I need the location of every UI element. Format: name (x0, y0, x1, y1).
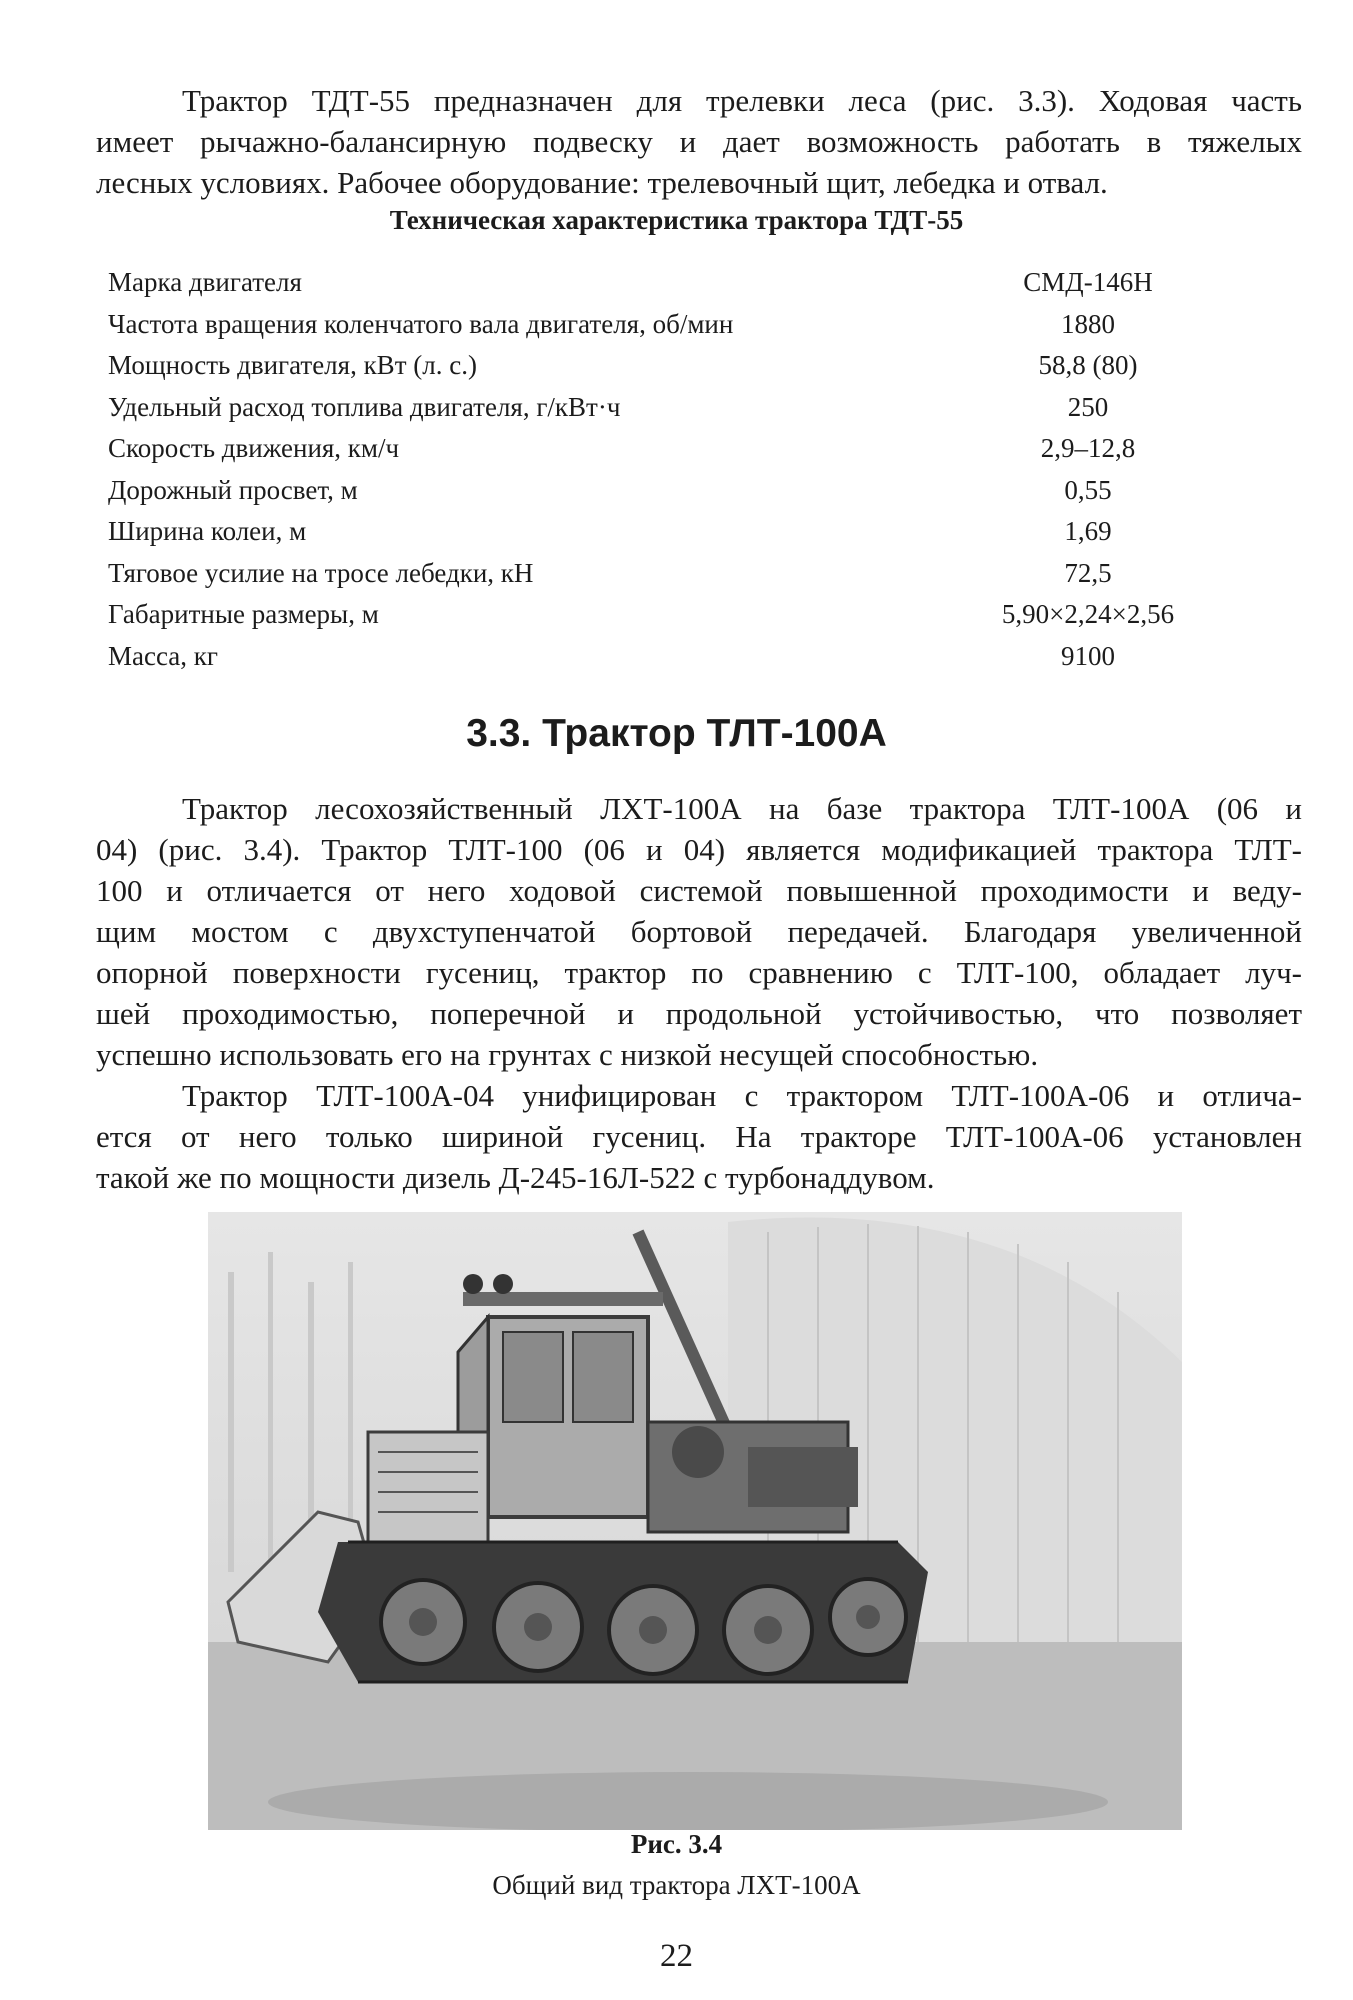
spec-label: Дорожный просвет, м (108, 474, 358, 505)
spec-value: 250 (1067, 391, 1109, 422)
spec-label: Скорость движения, км/ч (108, 433, 400, 463)
text-line: Трактор ТДТ-55 предназначен для трелевки леса (рис. 3.3). Ходовая часть (182, 83, 1302, 118)
text-line: успешно использовать его на грунтах с низкой несущей способностью. (96, 1037, 1039, 1072)
spec-row (108, 387, 1218, 429)
spec-value: 0,55 (1064, 474, 1112, 505)
text-line: щим мостом с двухступенчатой бортовой передачей. Благодаря увеличенной (96, 914, 1302, 949)
spec-label: Тяговое усилие на тросе лебедки, кН (108, 557, 534, 588)
section-heading: 3.3. Трактор ТЛТ-100А (466, 712, 887, 755)
body-paragraph-2 (96, 1075, 1302, 1198)
spec-row (108, 594, 1218, 636)
text-line: лесных условиях. Рабочее оборудование: трелевочный щит, лебедка и отвал. (96, 165, 1108, 200)
spec-label: Ширина колеи, м (108, 516, 307, 546)
tractor-photo (208, 1212, 1182, 1830)
text-line: имеет рычажно-балансирную подвеску и дает возможность работать в тяжелых (96, 124, 1302, 159)
spec-label: Частота вращения коленчатого вала двигателя, об/мин (108, 308, 734, 339)
spec-row (108, 553, 1218, 595)
spec-value: 2,9–12,8 (1040, 433, 1136, 463)
spec-row (108, 636, 1218, 678)
page-number: 22 (660, 1938, 693, 1974)
spec-value: 9100 (1061, 640, 1115, 671)
text-line: Трактор лесохозяйственный ЛХТ-100А на базе трактора ТЛТ-100А (06 и (182, 791, 1302, 826)
spec-row (108, 511, 1218, 553)
spec-row (108, 304, 1218, 346)
spec-label: Марка двигателя (108, 267, 302, 297)
intro-paragraph (96, 80, 1302, 203)
spec-row (108, 345, 1218, 387)
figure-caption: Общий вид трактора ЛХТ-100А (492, 1870, 861, 1900)
spec-label: Габаритные размеры, м (108, 599, 379, 629)
spec-value: 58,8 (80) (1038, 350, 1138, 380)
spec-label: Мощность двигателя, кВт (л. с.) (108, 350, 477, 380)
spec-value: 1,69 (1064, 516, 1112, 546)
text-line: 100 и отличается от него ходовой системой повышенной проходимости и веду- (96, 873, 1302, 908)
text-line: такой же по мощности дизель Д-245-16Л-522 с турбонаддувом. (96, 1160, 935, 1195)
spec-label: Масса, кг (108, 640, 218, 671)
text-line: ется от него только шириной гусениц. На тракторе ТЛТ-100А-06 установлен (96, 1119, 1302, 1154)
spec-row (108, 262, 1218, 304)
spec-row (108, 470, 1218, 512)
spec-table-title: Техническая характеристика трактора ТДТ-55 (389, 205, 964, 235)
spec-label: Удельный расход топлива двигателя, г/кВт·ч (108, 391, 621, 422)
spec-row (108, 428, 1218, 470)
body-paragraph-1 (96, 788, 1302, 1075)
spec-value: 5,90×2,24×2,56 (1001, 599, 1175, 629)
text-line: 04) (рис. 3.4). Трактор ТЛТ-100 (06 и 04) является модификацией трактора ТЛТ- (96, 832, 1302, 867)
spec-table (108, 262, 1218, 677)
text-line: Трактор ТЛТ-100А-04 унифицирован с трактором ТЛТ-100А-06 и отлича- (182, 1078, 1302, 1113)
spec-value: СМД-146Н (1023, 267, 1153, 297)
figure-number: Рис. 3.4 (630, 1829, 723, 1859)
text-line: опорной поверхности гусениц, трактор по сравнению с ТЛТ-100, обладает луч- (96, 955, 1302, 990)
spec-value: 72,5 (1064, 557, 1112, 588)
text-line: шей проходимостью, поперечной и продольной устойчивостью, что позволяет (96, 996, 1302, 1031)
spec-value: 1880 (1061, 308, 1115, 339)
